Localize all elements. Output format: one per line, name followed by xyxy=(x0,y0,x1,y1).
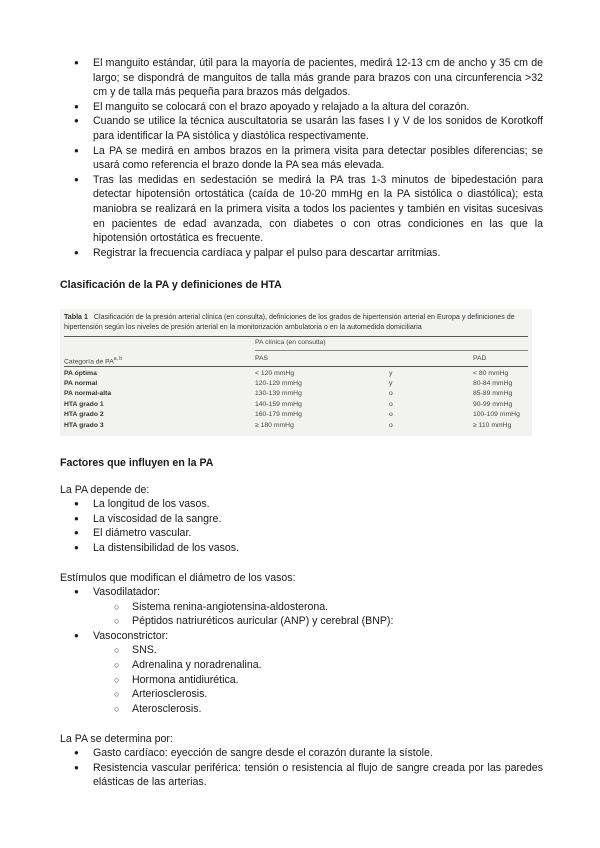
list-item: ○ Adrenalina y noradrenalina. xyxy=(60,658,543,673)
table-cell-conj: o xyxy=(389,390,393,397)
list-item: ○ Sistema renina-angiotensina-aldosterona. xyxy=(60,600,543,615)
list-item: ● El manguito se colocará con el brazo apoyado y relajado a la altura del corazón. xyxy=(60,100,543,115)
table-cell-category: HTA grado 2 xyxy=(64,411,104,418)
table-header-pas: PAS xyxy=(255,355,269,362)
table-cell-pad: < 80 mmHg xyxy=(473,370,509,377)
list-item: ● La viscosidad de la sangre. xyxy=(60,512,543,527)
list-item: ● El manguito estándar, útil para la mayoría de pacientes, medirá 12-13 cm de ancho y 35 cm de largo; se dispondrá de manguitos de talla más grande para brazos con una circunferencia >32 cm y de talla más pequeña para brazos más delgados. xyxy=(60,56,543,100)
table-header-category-text: Categoría de PA xyxy=(64,358,114,366)
list-item: ○ Péptidos natriuréticos auricular (ANP) y cerebral (BNP): xyxy=(60,614,543,629)
table-cell-pas: 120-129 mmHg xyxy=(255,380,302,387)
stimuli-intro: Estímulos que modifican el diámetro de los vasos: xyxy=(60,572,296,584)
table-cell-category: PA normal xyxy=(64,380,98,387)
vasoconstrictor-label: Vasoconstrictor: xyxy=(93,629,169,642)
list-item-vasodilatador xyxy=(60,585,543,629)
table-cell-conj: o xyxy=(389,401,393,408)
list-item: ● El diámetro vascular. xyxy=(60,526,543,541)
table-caption xyxy=(64,312,528,332)
table-cell-conj: o xyxy=(389,422,393,429)
list-item: ○ Arteriosclerosis. xyxy=(60,687,543,702)
list-item: ● Registrar la frecuencia cardíaca y palpar el pulso para descartar arritmias. xyxy=(60,246,543,261)
table-cell-pas: 160-179 mmHg xyxy=(255,411,302,418)
table-cell-pad: 80-84 mmHg xyxy=(473,380,513,387)
table-rule xyxy=(255,350,528,351)
list-item: ○ Hormona antidiurética. xyxy=(60,673,543,688)
table-cell-category: HTA grado 3 xyxy=(64,422,104,429)
table-caption-text: Clasificación de la presión arterial clínica (en consulta), definiciones de los grados de hipertensión arterial en Europa y definiciones de hipertensión según los niveles de presión arterial en la monitorización ambulatoria o en la automedida domiciliaria xyxy=(64,313,515,331)
table-header-category-sup: a, b xyxy=(113,356,123,362)
list-item: ● Gasto cardíaco: eyección de sangre desde el corazón durante la sístole. xyxy=(60,746,543,761)
bp-classification-table xyxy=(60,309,532,436)
table-group-header: PA clínica (en consulta) xyxy=(255,339,326,346)
list-item: ● La longitud de los vasos. xyxy=(60,497,543,512)
vasodilator-sublist xyxy=(60,600,543,629)
list-item: ● Resistencia vascular periférica: tensión o resistencia al flujo de sangre creada por las paredes elásticas de las arterias. xyxy=(60,761,543,790)
determined-list xyxy=(60,746,543,790)
table-cell-pas: 130-139 mmHg xyxy=(255,390,302,397)
table-rule xyxy=(64,336,528,337)
table-cell-category: HTA grado 1 xyxy=(64,401,104,408)
table-rule xyxy=(64,366,528,367)
table-cell-pas: 140-159 mmHg xyxy=(255,401,302,408)
determined-intro: La PA se determina por: xyxy=(60,733,173,745)
list-item-vasoconstrictor xyxy=(60,629,543,717)
table-cell-conj: y xyxy=(389,380,393,387)
table-cell-pas: < 120 mmHg xyxy=(255,370,295,377)
vasoconstrictor-sublist xyxy=(60,643,543,716)
table-cell-pad: 90-99 mmHg xyxy=(473,401,513,408)
list-item: ○ SNS. xyxy=(60,643,543,658)
table-cell-pad: 100-109 mmHg xyxy=(473,411,520,418)
table-cell-conj: o xyxy=(389,411,393,418)
section-heading-classification: Clasificación de la PA y definiciones de HTA xyxy=(60,279,282,291)
list-item: ● La PA se medirá en ambos brazos en la primera visita para detectar posibles diferencias; se usará como referencia el brazo donde la PA sea más elevada. xyxy=(60,144,543,173)
depends-list xyxy=(60,497,543,555)
table-header-category xyxy=(64,355,122,367)
table-cell-category: PA normal-alta xyxy=(64,390,112,397)
table-label: Tabla 1 xyxy=(64,313,88,321)
list-item: ○ Aterosclerosis. xyxy=(60,702,543,717)
list-item: ● La distensibilidad de los vasos. xyxy=(60,541,543,556)
list-item: ● Tras las medidas en sedestación se medirá la PA tras 1-3 minutos de bipedestación para detectar hipotensión ortostática (caída de 10-20 mmHg en la PA sistólica o diastólica); esta maniobra se realizará en la primera visita a todos los pacientes y también en visitas sucesivas en pacientes de edad avanzada, con diabetes o con otras condiciones en las que la hipotensión ortostática es frecuente. xyxy=(60,173,543,246)
table-cell-conj: y xyxy=(389,370,393,377)
stimuli-list xyxy=(60,585,543,716)
list-item: ● Cuando se utilice la técnica auscultatoria se usarán las fases I y V de los sonidos de Korotkoff para identificar la PA sistólica y diastólica respectivamente. xyxy=(60,114,543,143)
vasodilator-label: Vasodilatador: xyxy=(93,586,160,598)
table-cell-pad: 85-89 mmHg xyxy=(473,390,513,397)
table-header-pad: PAD xyxy=(473,355,487,362)
intro-bullet-list xyxy=(60,56,543,260)
depends-intro: La PA depende de: xyxy=(60,484,150,496)
table-cell-pad: ≥ 110 mmHg xyxy=(473,422,512,429)
table-cell-category: PA óptima xyxy=(64,370,97,377)
section-heading-factors: Factores que influyen en la PA xyxy=(60,457,214,469)
table-cell-pas: ≥ 180 mmHg xyxy=(255,422,294,429)
